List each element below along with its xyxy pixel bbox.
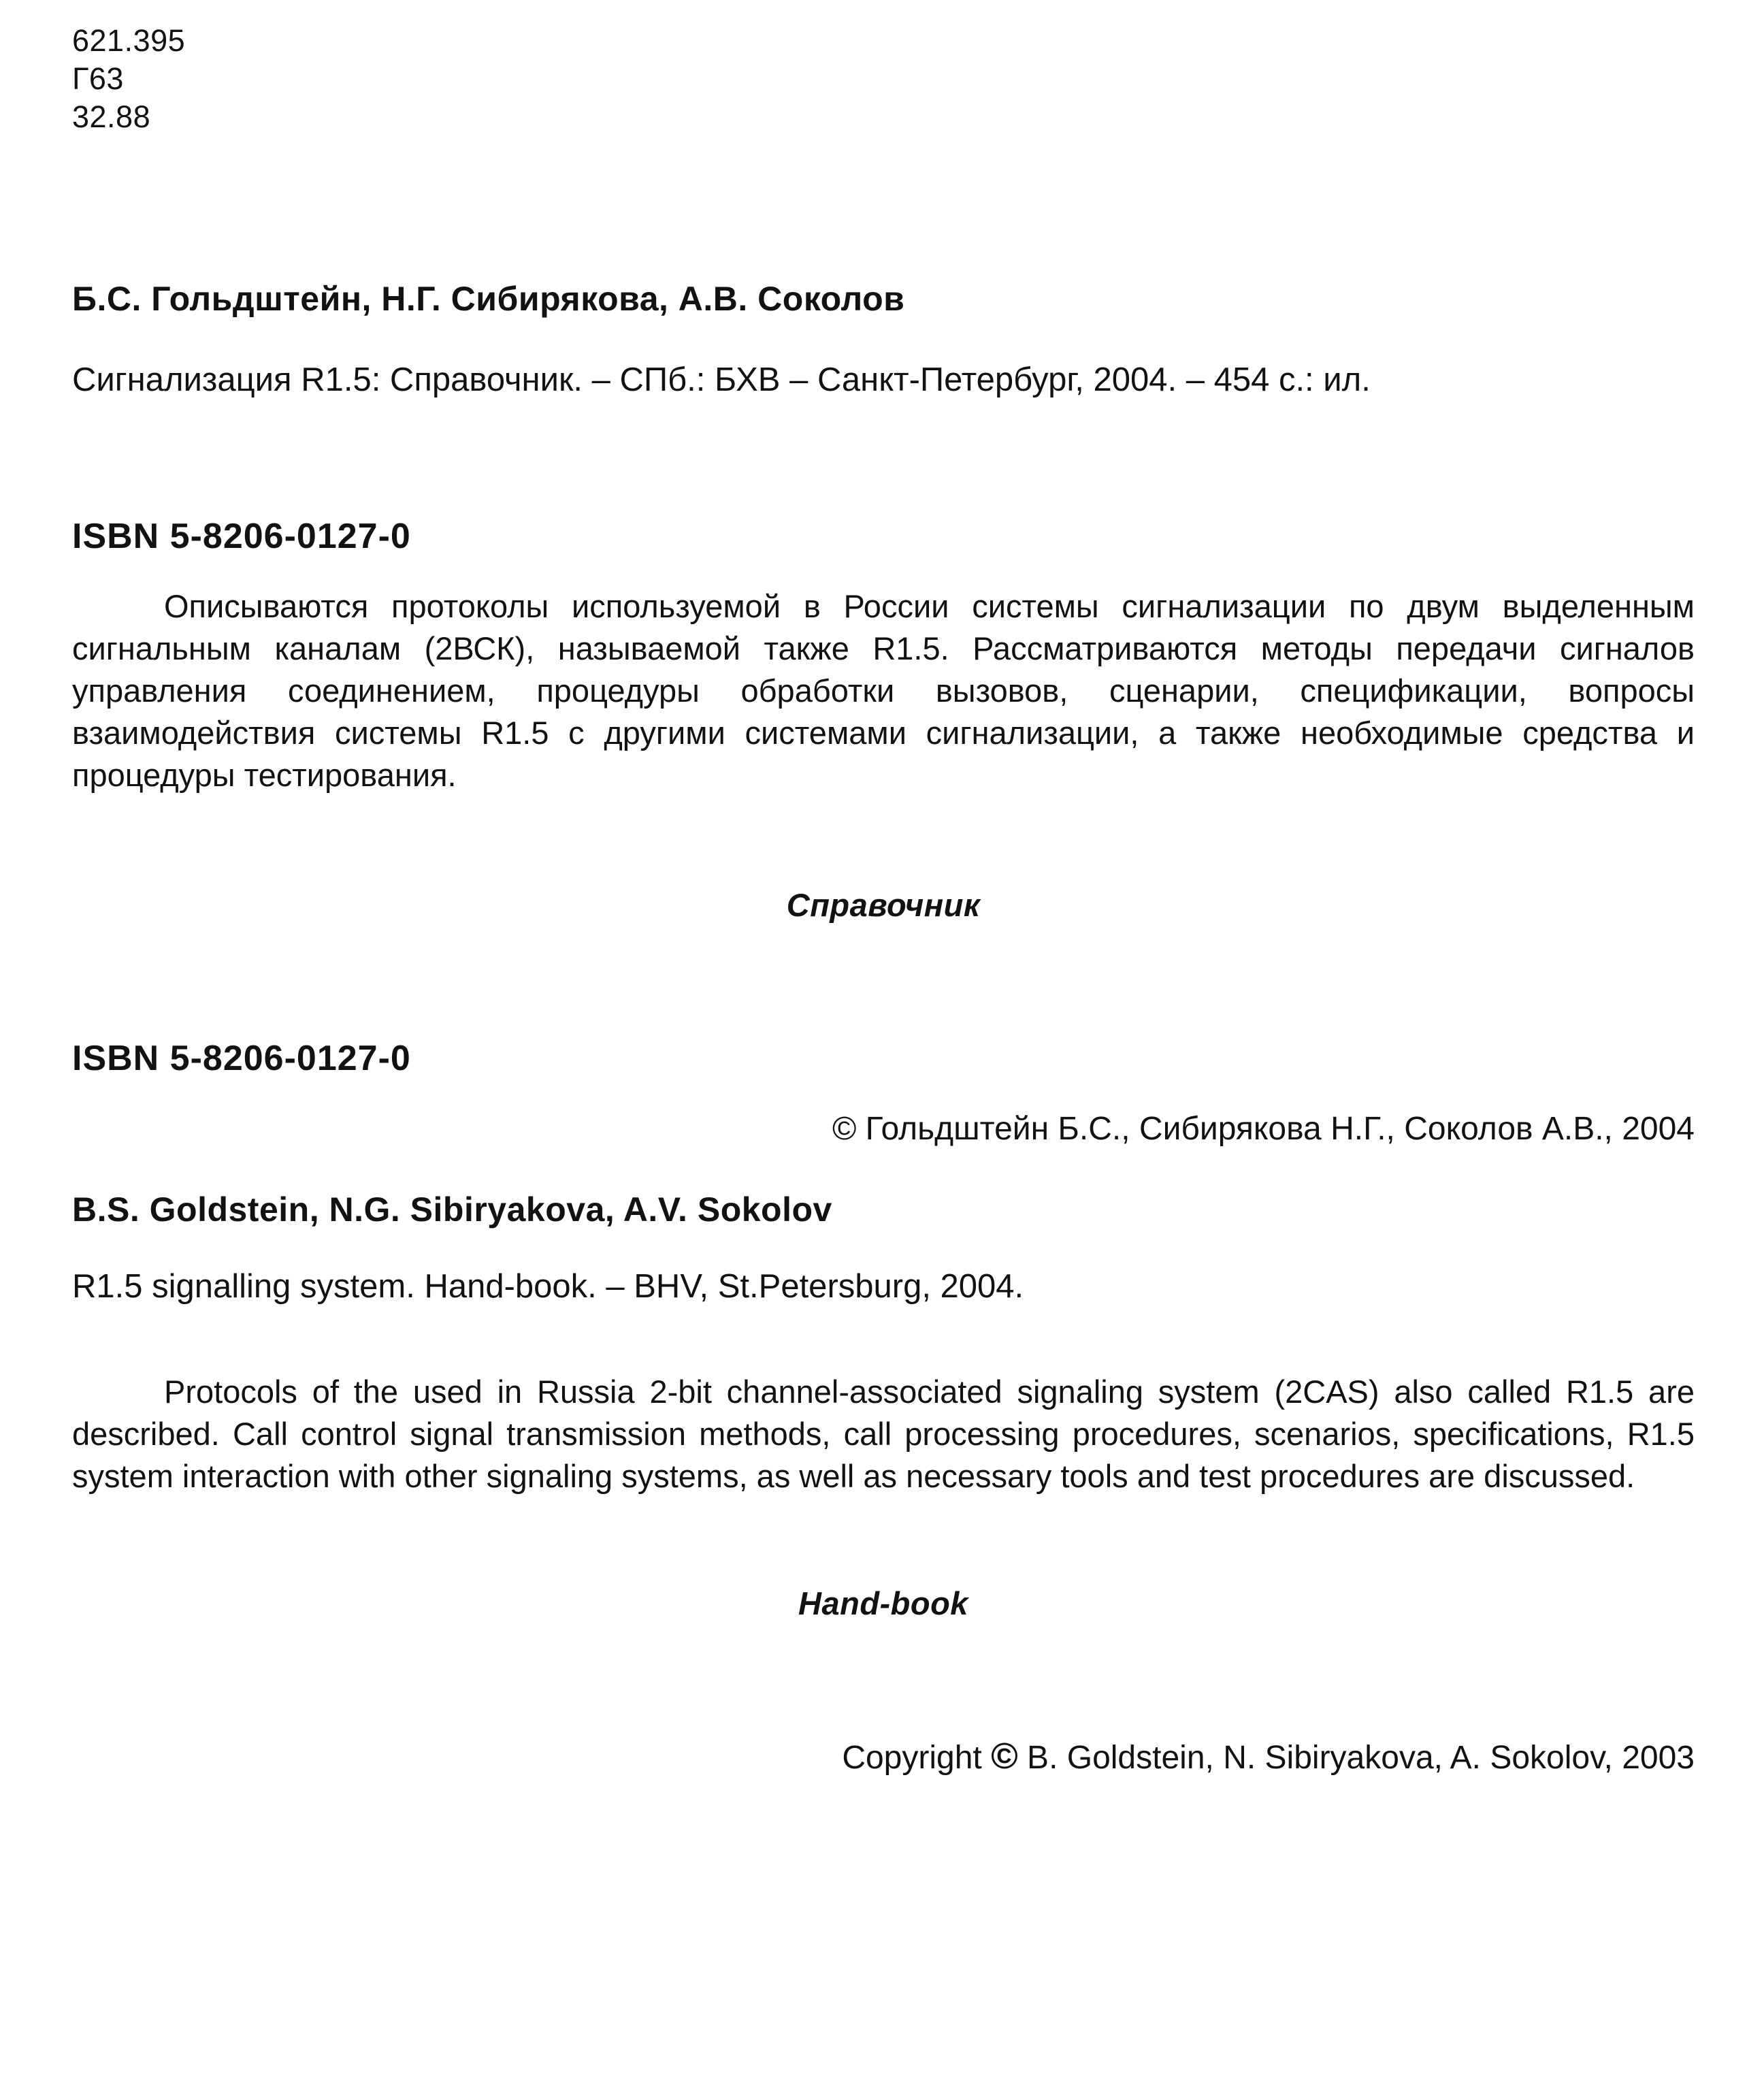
isbn-bottom: ISBN 5-8206-0127-0 bbox=[72, 1039, 411, 1078]
abstract-russian: Описываются протоколы используемой в России системы сигнализации по двум выделенным сигнальным каналам (2ВСК), называемой также R1.5. Рассматриваются методы передачи сигналов управления соединением, процедуры обработки вызовов, сценарии, спецификации, вопросы взаимодействия системы R1.5 с другими системами сигнализации, а также необходимые средства и процедуры тестирования. bbox=[72, 588, 1695, 793]
copyright-holders-english: B. Goldstein, N. Sibiryakova, A. Sokolov, 2003 bbox=[1027, 1740, 1695, 1776]
copyright-symbol-english: © bbox=[991, 1736, 1018, 1777]
bibliography-english: R1.5 signalling system. Hand-book. – BHV, St.Petersburg, 2004. bbox=[72, 1268, 1024, 1305]
udc-number: 621.395 bbox=[72, 23, 186, 58]
bibliography-russian: Сигнализация R1.5: Справочник. – СПб.: БХВ – Санкт-Петербург, 2004. – 454 с.: ил. bbox=[72, 361, 1371, 398]
copyright-holders-russian: Гольдштейн Б.С., Сибирякова Н.Г., Соколов А.В., 2004 bbox=[865, 1111, 1695, 1147]
abstract-english: Protocols of the used in Russia 2-bit channel-associated signaling system (2CAS) also called R1.5 are described. Call control signal transmission methods, call processing procedures, scenarios, specifications, R1.5 system interaction with other signaling systems, as well as necessary tools and test procedures are discussed. bbox=[72, 1374, 1695, 1494]
authors-english: B.S. Goldstein, N.G. Sibiryakova, A.V. Sokolov bbox=[72, 1190, 832, 1229]
classification-block bbox=[72, 22, 1695, 136]
copyright-line-russian bbox=[72, 1110, 1695, 1148]
copyright-word: Copyright bbox=[842, 1740, 982, 1776]
bbk-code: 32.88 bbox=[72, 99, 151, 134]
author-sign-code: Г63 bbox=[72, 61, 124, 96]
type-label-russian: Справочник bbox=[786, 887, 981, 923]
copyright-line-english bbox=[72, 1735, 1695, 1777]
isbn-top: ISBN 5-8206-0127-0 bbox=[72, 517, 411, 556]
copyright-symbol-russian: © bbox=[832, 1111, 857, 1147]
authors-russian: Б.С. Гольдштейн, Н.Г. Сибирякова, А.В. Соколов bbox=[72, 280, 905, 318]
type-label-english: Hand-book bbox=[798, 1585, 968, 1621]
